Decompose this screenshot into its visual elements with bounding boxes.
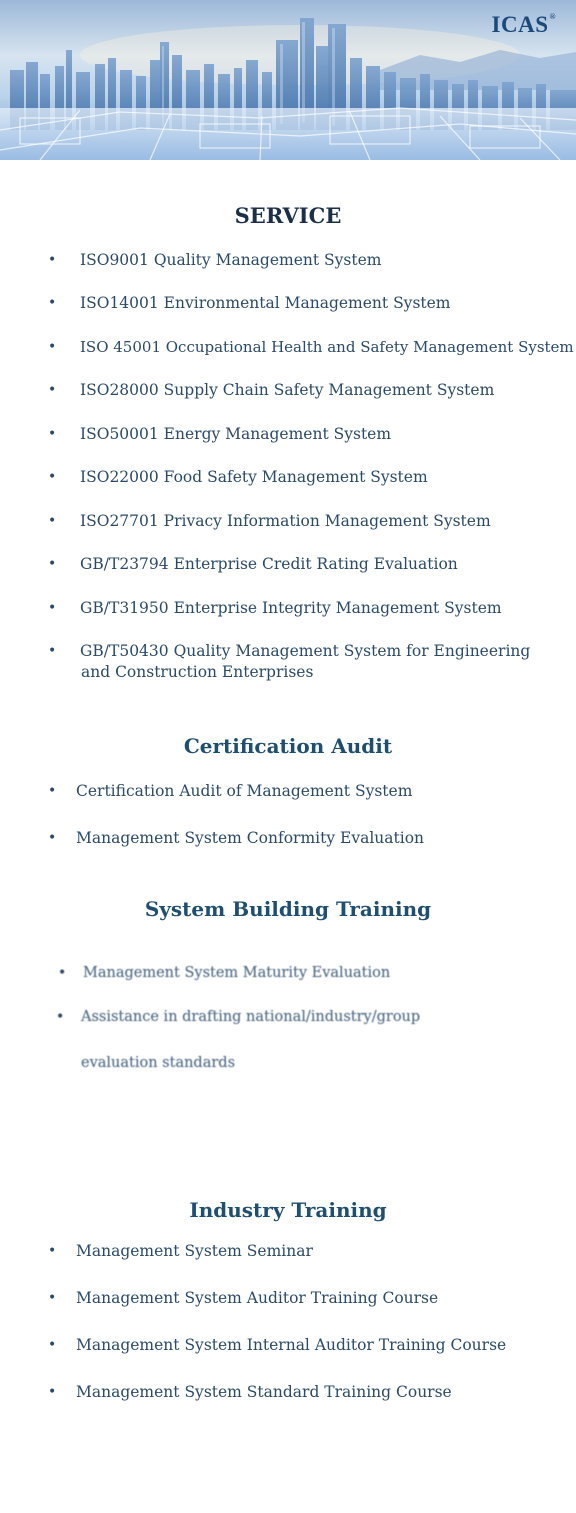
- list-item-text: Assistance in drafting national/industry/group: [81, 1009, 421, 1025]
- city-skyline-image: [0, 0, 576, 160]
- bullet: •: [48, 783, 57, 799]
- list-item-text: GB/T31950 Enterprise Integrity Management System: [80, 599, 502, 617]
- list-item-text: Management System Maturity Evaluation: [83, 965, 391, 981]
- list-item-text: GB/T50430 Quality Management System for Engineering: [80, 642, 531, 660]
- header-banner: [0, 0, 576, 160]
- list-item-text: ISO9001 Quality Management System: [80, 251, 382, 269]
- bullet: •: [48, 252, 57, 268]
- bullet: •: [48, 426, 57, 442]
- list-item-text: ISO50001 Energy Management System: [80, 425, 392, 443]
- registered-mark: ®: [549, 12, 556, 22]
- list-item-text: ISO28000 Supply Chain Safety Management System: [80, 381, 495, 399]
- list-item-text: Management System Conformity Evaluation: [76, 829, 425, 847]
- bullet: •: [56, 1009, 65, 1025]
- list-item-text-continued: and Construction Enterprises: [81, 663, 314, 681]
- bullet: •: [48, 1243, 57, 1259]
- list-item-text: ISO 45001 Occupational Health and Safety Management System: [80, 338, 574, 356]
- industry-training-title: Industry Training: [189, 1198, 387, 1222]
- bullet: •: [48, 643, 57, 659]
- list-item-text: ISO27701 Privacy Information Management System: [80, 512, 491, 530]
- bullet: •: [48, 600, 57, 616]
- bullet: •: [48, 382, 57, 398]
- list-item-text: ISO14001 Environmental Management System: [80, 294, 451, 312]
- system-building-training-title: System Building Training: [144, 897, 432, 921]
- service-title: SERVICE: [234, 203, 342, 228]
- bullet: •: [58, 965, 67, 981]
- bullet: •: [48, 295, 57, 311]
- icas-logo: [492, 12, 556, 38]
- list-item-text: Certification Audit of Management System: [76, 782, 413, 800]
- list-item-text: Management System Standard Training Course: [76, 1383, 452, 1401]
- bullet: •: [48, 1384, 57, 1400]
- list-item-text: Management System Auditor Training Course: [76, 1289, 439, 1307]
- bullet: •: [48, 513, 57, 529]
- logo-text: ICAS: [491, 12, 549, 37]
- list-item-text: GB/T23794 Enterprise Credit Rating Evaluation: [80, 555, 458, 573]
- bullet: •: [48, 339, 57, 355]
- bullet: •: [48, 830, 57, 846]
- list-item-text: ISO22000 Food Safety Management System: [80, 468, 428, 486]
- list-item-text: Management System Seminar: [76, 1242, 313, 1260]
- bullet: •: [48, 1337, 57, 1353]
- list-item-text: Management System Internal Auditor Training Course: [76, 1336, 507, 1354]
- list-item-text-continued: evaluation standards: [81, 1055, 236, 1071]
- bullet: •: [48, 469, 57, 485]
- bullet: •: [48, 1290, 57, 1306]
- certification-audit-title: Certification Audit: [183, 734, 393, 758]
- bullet: •: [48, 556, 57, 572]
